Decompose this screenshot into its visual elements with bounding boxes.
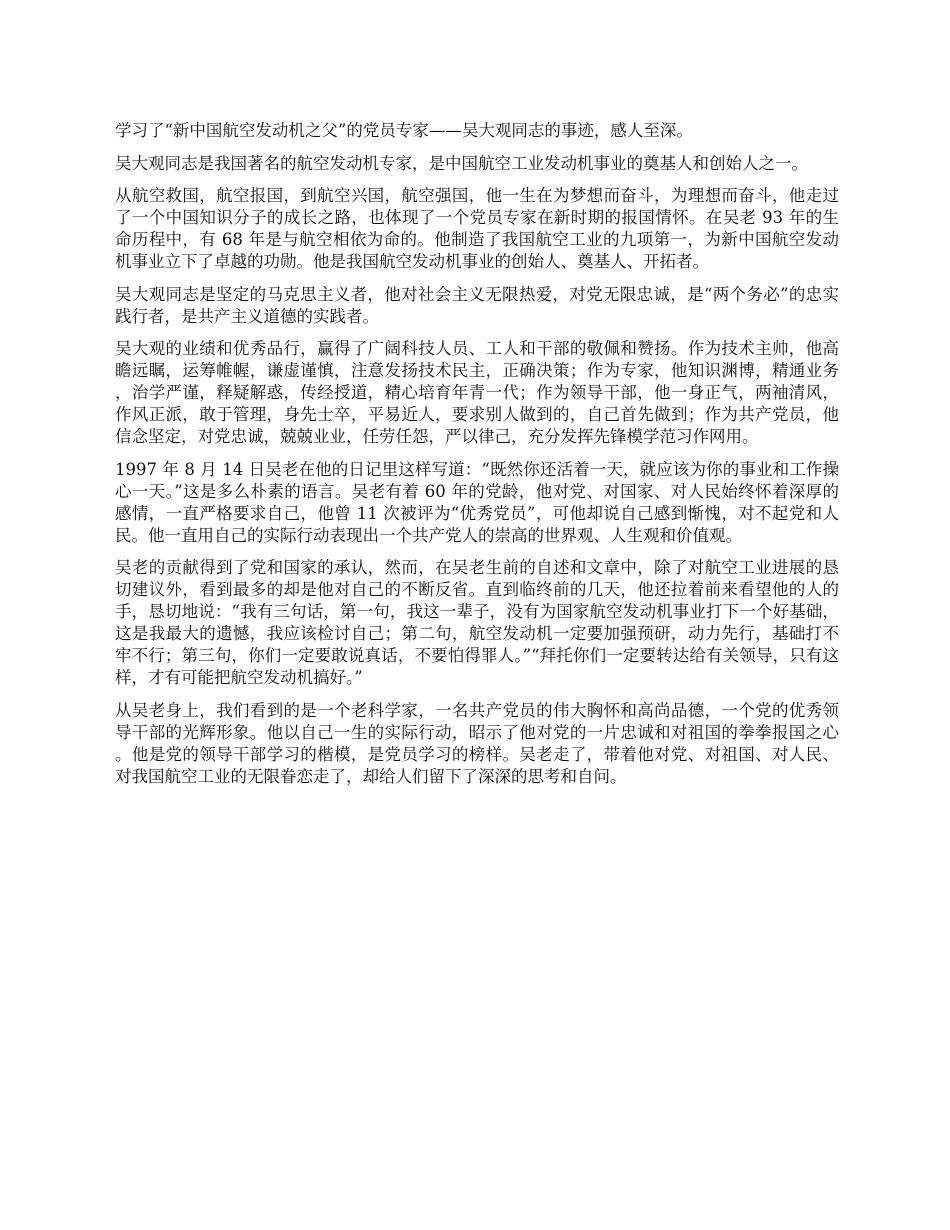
paragraph-identity: 吴大观同志是我国著名的航空发动机专家，是中国航空工业发动机事业的奠基人和创始人之一。 [115,153,808,173]
paragraph-belief: 吴大观同志是坚定的马克思主义者，他对社会主义无限热爱，对党无限忠诚，是“两个务必”的忠实践行者，是共产主义道德的实践者。 [115,284,839,326]
document-body [115,120,839,798]
paragraph-character: 吴大观的业绩和优秀品行，赢得了广阔科技人员、工人和干部的敬佩和赞扬。作为技术主帅，他高瞻远瞩，运筹帷幄，谦虚谨慎，注意发扬技术民主，正确决策；作为专家，他知识渊博，精通业务，治学严谨，释疑解惑，传经授道，精心培育年青一代；作为领导干部，他一身正气，两袖清风，作风正派，敢于管理，身先士卒，平易近人，要求别人做到的，自己首先做到；作为共产党员，他信念坚定，对党忠诚，兢兢业业，任劳任怨，严以律己，充分发挥先锋模学范习作网用。 [115,339,839,446]
paragraph-conclusion: 从吴老身上，我们看到的是一个老科学家，一名共产党员的伟大胸怀和高尚品德，一个党的优秀领导干部的光辉形象。他以自己一生的实际行动，昭示了他对党的一片忠诚和对祖国的拳拳报国之心。他是党的领导干部学习的楷模，是党员学习的榜样。吴老走了，带着他对党、对祖国、对人民、对我国航空工业的无限眷恋走了，却给人们留下了深深的思考和自问。 [115,700,839,786]
paragraph-career: 从航空救国，航空报国，到航空兴国，航空强国，他一生在为梦想而奋斗，为理想而奋斗，他走过了一个中国知识分子的成长之路，也体现了一个党员专家在新时期的报国情怀。在吴老 93 年的生命历程中，有 68 年是与航空相依为命的。他制造了我国航空工业的九项第一，为新中国航空发动机事业立下了卓越的功勋。他是我国航空发动机事业的创始人、奠基人、开拓者。 [115,186,839,271]
paragraph-diary: 1997 年 8 月 14 日吴老在他的日记里这样写道：“既然你还活着一天，就应该为你的事业和工作操心一天。”这是多么朴素的语言。吴老有着 60 年的党龄，他对党、对国家、对人民始终怀着深厚的感情，一直严格要求自己，他曾 11 次被评为“优秀党员”，可他却说自己感到惭愧，对不起党和人民。他一直用自己的实际行动表现出一个共产党人的崇高的世界观、人生观和价值观。 [115,459,839,545]
paragraph-last-words: 吴老的贡献得到了党和国家的承认，然而，在吴老生前的自述和文章中，除了对航空工业进展的恳切建议外，看到最多的却是他对自己的不断反省。直到临终前的几天，他还拉着前来看望他的人的手，恳切地说：“我有三句话，第一句，我这一辈子，没有为国家航空发动机事业打下一个好基础，这是我最大的遗憾，我应该检讨自己；第二句，航空发动机一定要加强预研，动力先行，基础打不牢不行；第三句，你们一定要敢说真话，不要怕得罪人。”“拜托你们一定要转达给有关领导，只有这样，才有可能把航空发动机搞好。” [115,558,839,687]
paragraph-intro: 学习了“新中国航空发动机之父”的党员专家——吴大观同志的事迹，感人至深。 [115,121,693,140]
